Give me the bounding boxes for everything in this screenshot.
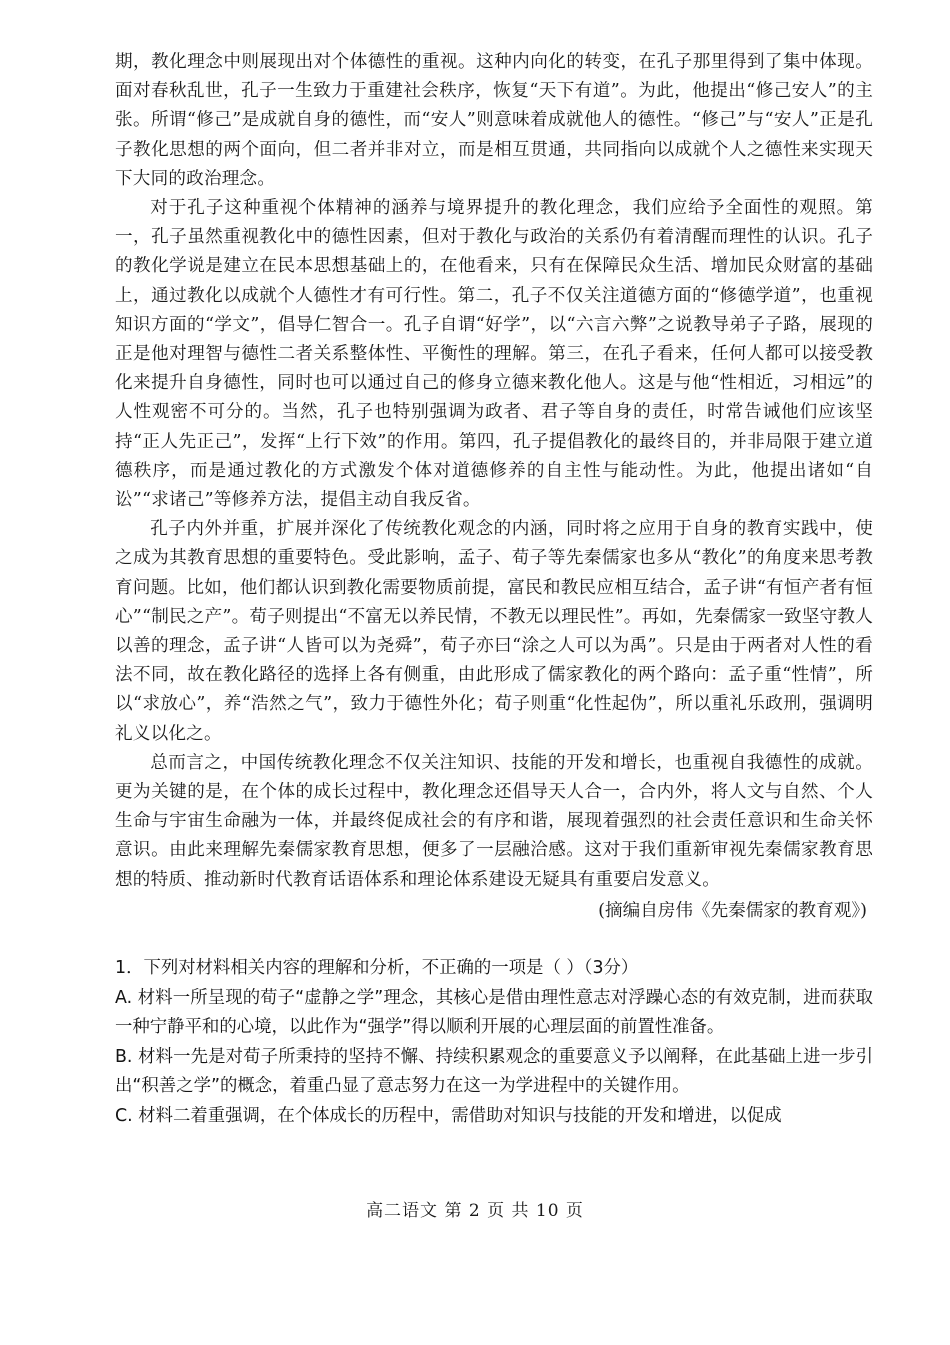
- question-1-option-b: B. 材料一先是对荀子所秉持的坚持不懈、持续积累观念的重要意义予以阐释，在此基础上进一步引出“积善之学”的概念，着重凸显了意志努力在这一为学进程中的关键作用。: [115, 1046, 873, 1097]
- passage-paragraph-2: 对于孔子这种重视个体精神的涵养与境界提升的教化理念，我们应给予全面性的观照。第一，孔子虽然重视教化中的德性因素，但对于教化与政治的关系仍有着清醒而理性的认识。孔子的教化学说是建立在民本思想基础上的，在他看来，只有在保障民众生活、增加民众财富的基础上，通过教化以成就个人德性才有可行性。第二，孔子不仅关注道德方面的“修德学道”，也重视知识方面的“学文”，倡导仁智合一。孔子自谓“好学”，以“六言六弊”之说教导弟子子路，展现的正是他对理智与德性二者关系整体性、平衡性的理解。第三，在孔子看来，任何人都可以接受教化来提升自身德性，同时也可以通过自己的修身立德来教化他人。这是与他“性相近，习相远”的人性观密不可分的。当然，孔子也特别强调为政者、君子等自身的责任，时常告诫他们应该坚持“正人先正己”，发挥“上行下效”的作用。第四，孔子提倡教化的最终目的，并非局限于建立道德秩序，而是通过教化的方式激发个体对道德修养的自主性与能动性。为此，他提出诸如“自讼”“求诸己”等修养方法，提倡主动自我反省。: [115, 198, 873, 511]
- passage-source-citation: (摘编自房伟《先秦儒家的教育观》): [598, 900, 867, 921]
- exam-page: [115, 48, 873, 1131]
- passage-paragraph-4: 总而言之，中国传统教化理念不仅关注知识、技能的开发和增长，也重视自我德性的成就。更为关键的是，在个体的成长过程中，教化理念还倡导天人合一，合内外，将人文与自然、个人生命与宇宙生命融为一体，并最终促成社会的有序和谐，展现着强烈的社会责任意识和生命关怀意识。由此来理解先秦儒家教育思想，便多了一层融洽感。这对于我们重新审视先秦儒家教育思想的特质、推动新时代教育话语体系和理论体系建设无疑具有重要启发意义。: [115, 752, 873, 890]
- passage-paragraph-3: 孔子内外并重，扩展并深化了传统教化观念的内涵，同时将之应用于自身的教育实践中，使之成为其教育思想的重要特色。受此影响，孟子、荀子等先秦儒家也多从“教化”的角度来思考教育问题。比如，他们都认识到教化需要物质前提，富民和教民应相互结合，孟子讲“有恒产者有恒心”“制民之产”。荀子则提出“不富无以养民情，不教无以理民性”。再如，先秦儒家一致坚守教人以善的理念，孟子讲“人皆可以为尧舜”，荀子亦曰“涂之人可以为禹”。只是由于两者对人性的看法不同，故在教化路径的选择上各有侧重，由此形成了儒家教化的两个路向：孟子重“性情”，所以“求放心”，养“浩然之气”，致力于德性外化；荀子则重“化性起伪”，所以重礼乐政刑，强调明礼义以化之。: [115, 519, 873, 744]
- page-footer: 高二语文 第 2 页 共 10 页: [366, 1201, 584, 1221]
- question-1: [115, 954, 873, 1131]
- question-1-stem: 1．下列对材料相关内容的理解和分析，不正确的一项是（ ）（3分）: [115, 958, 639, 979]
- question-1-option-a: A. 材料一所呈现的荀子“虚静之学”理念，其核心是借由理性意志对浮躁心态的有效克制，进而获取一种宁静平和的心境，以此作为“强学”得以顺利开展的心理层面的前置性准备。: [115, 987, 873, 1038]
- question-1-option-c: C. 材料二着重强调，在个体成长的历程中，需借助对知识与技能的开发和增进，以促成: [115, 1105, 782, 1126]
- passage-paragraph-1: 期，教化理念中则展现出对个体德性的重视。这种内向化的转变，在孔子那里得到了集中体现。面对春秋乱世，孔子一生致力于重建社会秩序，恢复“天下有道”。为此，他提出“修己安人”的主张。所谓“修己”是成就自身的德性，而“安人”则意味着成就他人的德性。“修己”与“安人”正是孔子教化思想的两个面向，但二者并非对立，而是相互贯通，共同指向以成就个人之德性来实现天下大同的政治理念。: [115, 52, 873, 189]
